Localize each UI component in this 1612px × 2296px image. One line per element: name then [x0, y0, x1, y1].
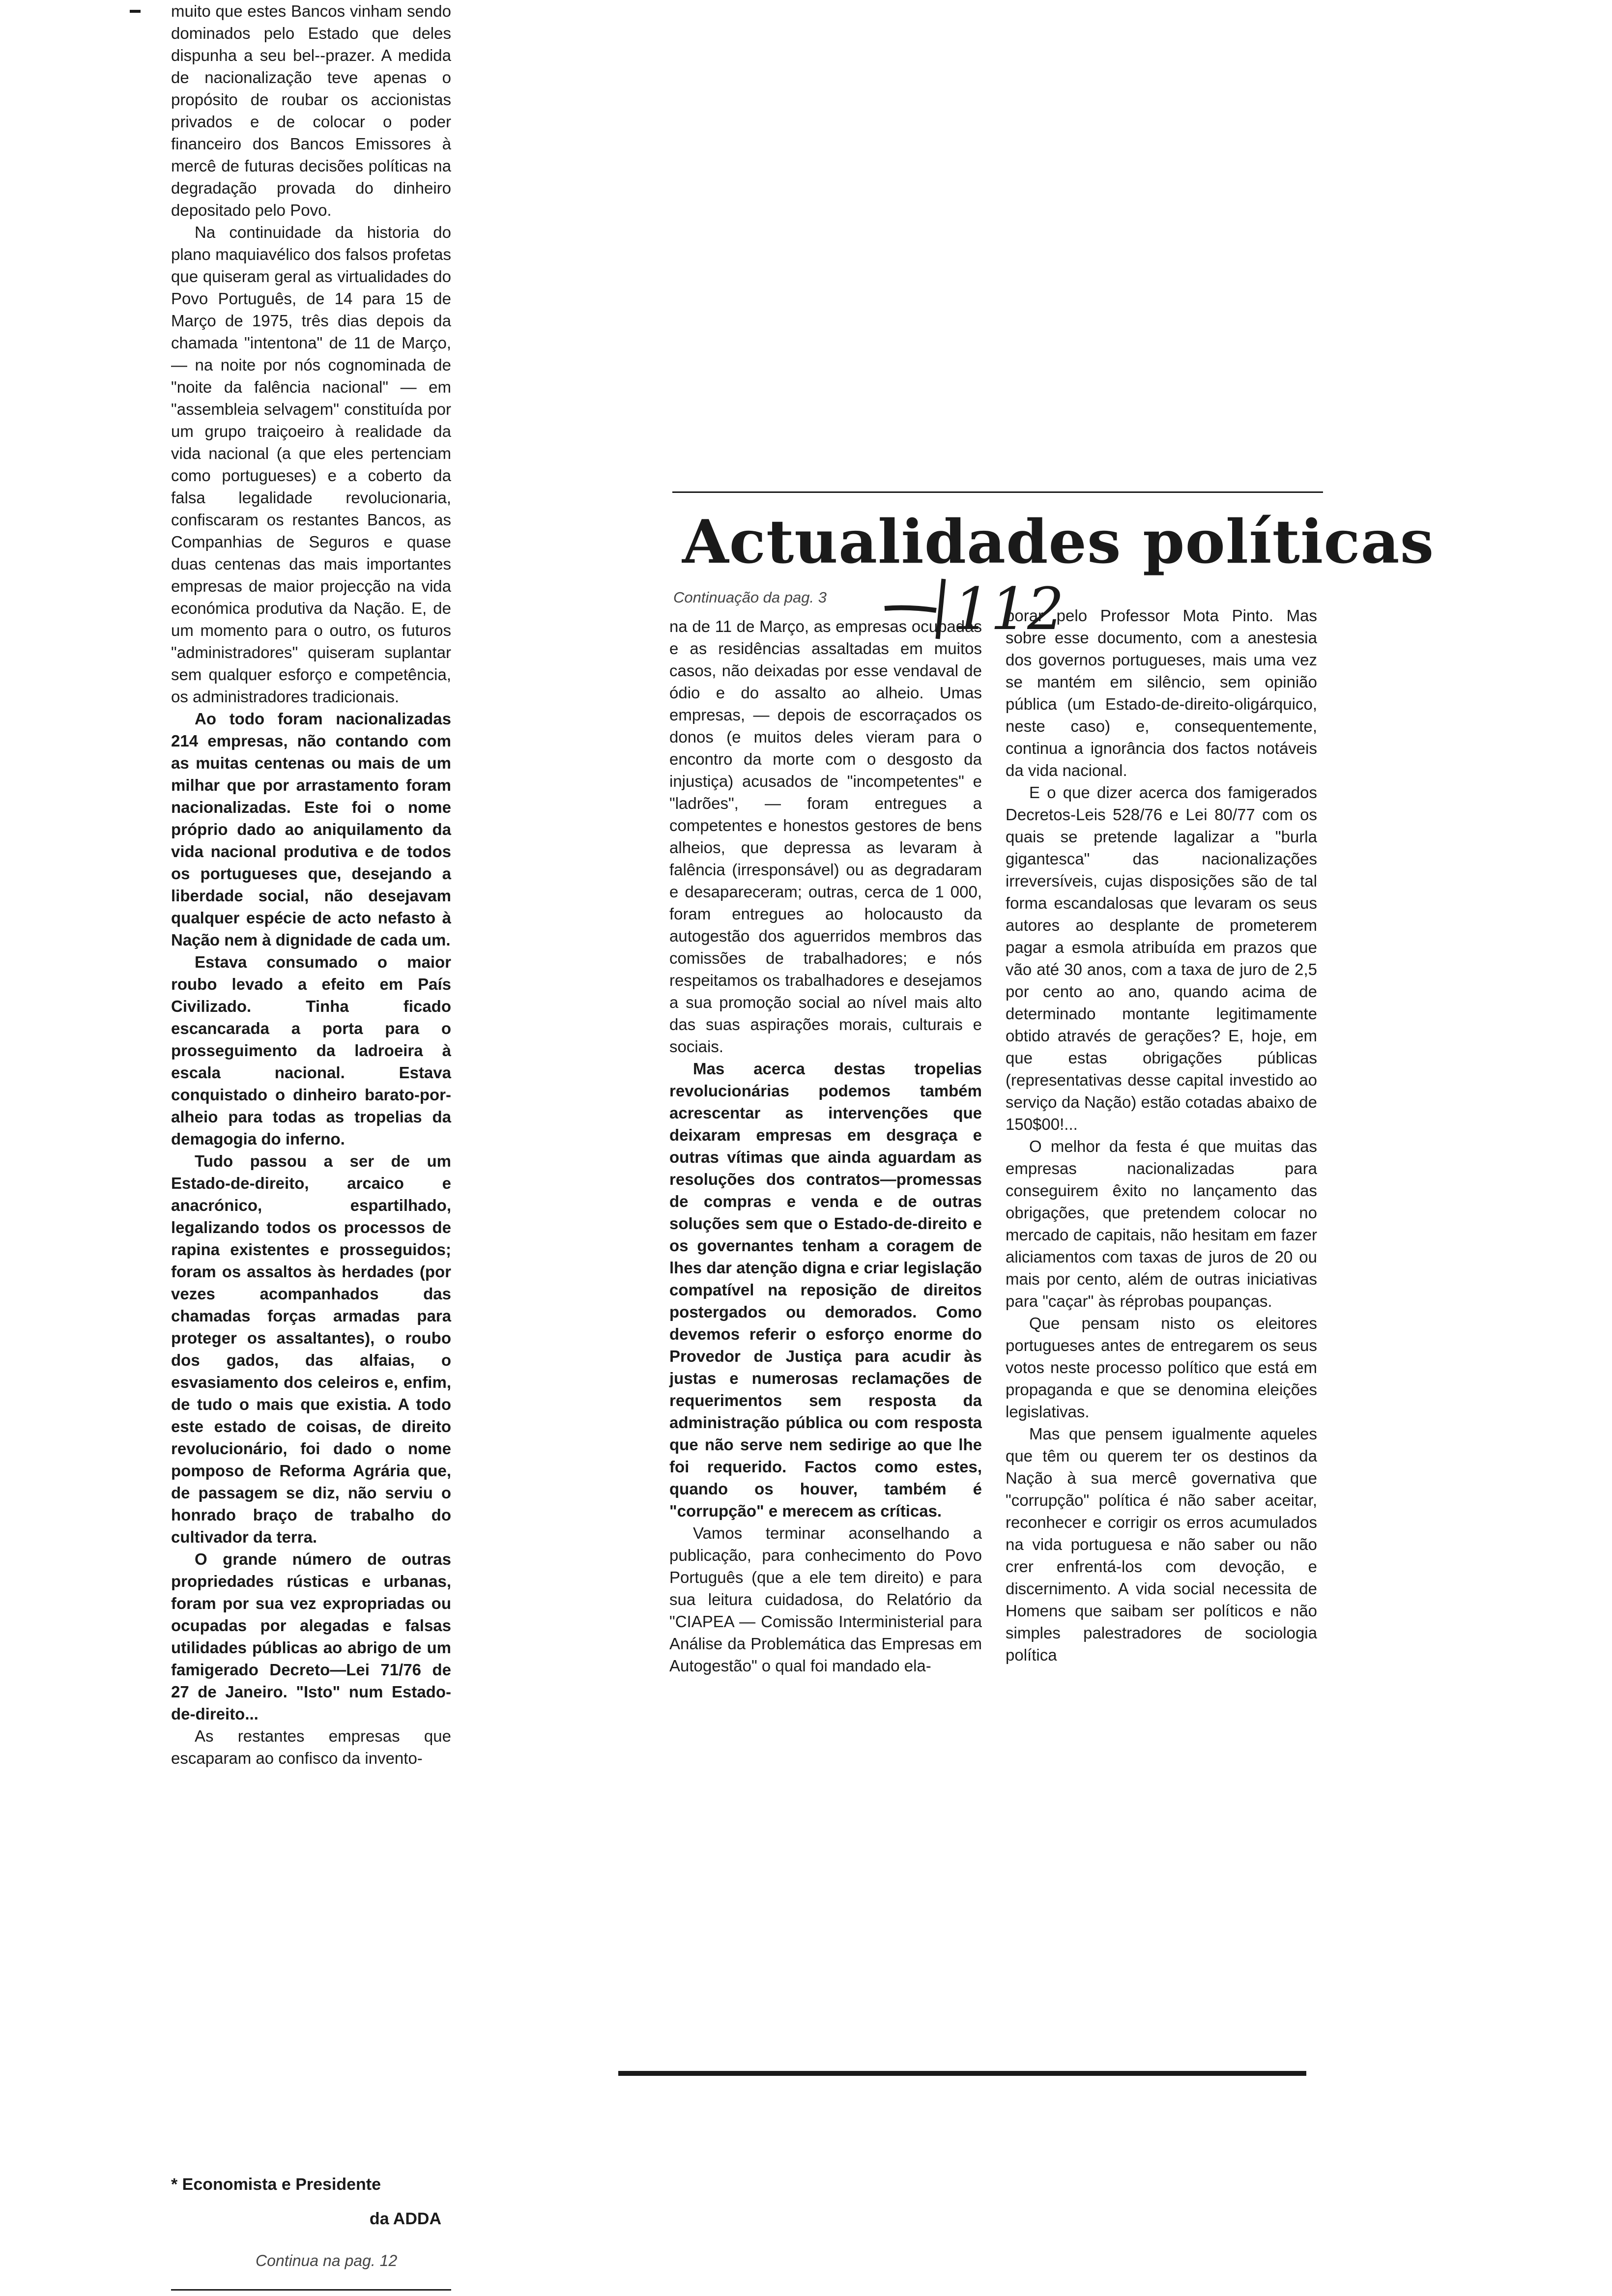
right-article-column	[1006, 604, 1317, 1666]
left-article-column	[171, 0, 451, 1769]
continues-note: Continua na pag. 12	[256, 2252, 398, 2269]
right-paragraph-1: borar pelo Professor Mota Pinto. Mas sobre esse documento, com a anestesia dos governos portugueses, mais uma vez se mantém em silêncio, sem opinião pública (um Estado-de-direito-oligárquico, neste caso) e, consequentemente, continua a ignorância dos factos notáveis da vida nacional.	[1006, 606, 1317, 779]
left-paragraph-6: O grande número de outras propriedades rústicas e urbanas, foram por sua vez expropriadas ou ocupadas por alegadas e falsas utilidades públicas ao abrigo de um famigerado Decreto—Lei 71/76 de 27 de Janeiro. "Isto" num Estado-de-direito...	[171, 1550, 451, 1723]
middle-paragraph-1: na de 11 de Março, as empresas ocupadas e as residências assaltadas em muitos casos, não deixadas por esse vendaval de ódio e do assalto ao alheio. Umas empresas, — depois de escorraçados os donos (e muitos deles vieram para o encontro da morte com o desgosto da injustiça) acusados de "incompetentes" e "ladrões", — foram entregues a competentes e honestos gestores de bens alheios, que depressa as levaram à falência (irresponsável) ou as degradaram e desapareceram; outras, cerca de 1 000, foram entregues ao holocausto da autogestão dos aguerridos membros das comissões de trabalhadores; e nós respeitamos os trabalhadores e desejamos a sua promoção social ao nível mais alto das suas aspirações morais, culturais e sociais.	[669, 617, 982, 1056]
right-paragraph-2: E o que dizer acerca dos famigerados Decretos-Leis 528/76 e Lei 80/77 com os quais se pretende lagalizar a "burla gigantesca" das nacionalizações irreversíveis, cujas disposições são de tal forma escandalosas que levaram os seus autores ao desplante de prometerem pagar a esmola atribuída em prazos que vão até 30 anos, com a taxa de juro de 2,5 por cento ao ano, quando acima de determinado montante legitimamente obtido através de gerações? E, hoje, em que estas obrigações públicas (representativas desse capital investido ao serviço da Nação) estão cotadas abaixo de 150$00!...	[1006, 783, 1317, 1133]
handwritten-number: 112	[953, 575, 1065, 643]
article-headline: Actualidades políticas	[682, 506, 1435, 577]
right-paragraph-5: Mas que pensem igualmente aqueles que têm ou querem ter os destinos da Nação à sua mercê governativa que "corrupção" política é não saber aceitar, reconhecer e corrigir os erros acumulados na vida portuguesa e não saber ou não crer enfrentá-los com devoção, e discernimento. A vida social necessita de Homens que saibam ser políticos e não simples palestradores de sociologia política	[1006, 1425, 1317, 1664]
left-paragraph-3: Ao todo foram nacionalizadas 214 empresas, não contando com as muitas centenas ou mais de um milhar que por arrastamento foram nacionalizadas. Este foi o nome próprio dado ao aniquilamento da vida nacional produtiva e de todos os portugueses que, desejando a liberdade social, não desejavam qualquer espécie de acto nefasto à Nação nem à dignidade de cada um.	[171, 710, 451, 949]
right-paragraph-3: O melhor da festa é que muitas das empresas nacionalizadas para conseguirem êxito no lançamento das obrigações, que pretendem colocar no mercado de capitais, não hesitam em fazer aliciamentos com taxas de juros de 20 ou mais por cento, além de outras iniciativas para "caçar" às réprobas poupanças.	[1006, 1137, 1317, 1310]
margin-mark	[130, 10, 141, 13]
left-paragraph-5: Tudo passou a ser de um Estado-de-direito, arcaico e anacrónico, espartilhado, legalizando todos os processos de rapina existentes e prosseguidos; foram os assaltos às herdades (por vezes acompanhados das chamadas forças armadas para proteger os assaltantes), o roubo dos gados, das alfaias, o esvasiamento dos celeiros e, enfim, de tudo o mais que existia. A todo este estado de coisas, de direito revolucionário, foi dado o nome pomposo de Reforma Agrária que, de passagem se diz, não serviu o honrado braço de trabalho do cultivador da terra.	[171, 1152, 451, 1546]
hand-stroke-dash	[885, 608, 936, 610]
header-rule	[672, 491, 1323, 493]
middle-paragraph-3: Vamos terminar aconselhando a publicação, para conhecimento do Povo Português (que a ele tem direito) e para sua leitura cuidadosa, do Relatório da "CIAPEA — Comissão Interministerial para Análise da Problemática das Empresas em Autogestão" o qual foi mandado ela-	[669, 1524, 982, 1675]
left-paragraph-2: Na continuidade da historia do plano maquiavélico dos falsos profetas que quiseram geral as virtualidades do Povo Português, de 14 para 15 de Março de 1975, três dias depois da chamada "intentona" de 11 de Março, — na noite por nós cognominada de "noite da falência nacional" — em "assembleia selvagem" constituída por um grupo traiçoeiro à realidade da vida nacional (a que eles pertenciam como portugueses) e a coberto da falsa legalidade revolucionaria, confiscaram os restantes Bancos, as Companhias de Seguros e quase duas centenas das mais importantes empresas de maior projecção na vida económica produtiva da Nação. E, de um momento para o outro, os futuros "administradores" quiseram suplantar sem qualquer esforço e competência, os administradores tradicionais.	[171, 223, 451, 706]
left-paragraph-7: As restantes empresas que escaparam ao confisco da invento-	[171, 1727, 451, 1767]
middle-paragraph-2: Mas acerca destas tropelias revolucionárias podemos também acrescentar as intervenções que deixaram empresas em desgraça e outras vítimas que ainda aguardam as resoluções dos contratos—promessas de compras e venda e de outras soluções sem que o Estado-de-direito e os governantes tenham a coragem de lhes dar atenção digna e criar legislação compatível na reposição de direitos postergados ou demorados. Como devemos referir o esforço enorme do Provedor de Justiça para acudir às justas e numerosas reclamações de requerimentos sem resposta da administração pública ou com resposta que não serve nem sedirige ao que lhe foi requerido. Factos como estes, quando os houver, também é "corrupção" e merecem as críticas.	[669, 1060, 982, 1520]
author-title: * Economista e Presidente	[171, 2175, 381, 2194]
author-note	[171, 2167, 451, 2236]
left-paragraph-4: Estava consumado o maior roubo levado a efeito em País Civilizado. Tinha ficado escancarada a porta para o prosseguimento da ladroeira à escala nacional. Estava conquistado o dinheiro barato-por-alheio para todas as tropelias da demagogia do inferno.	[171, 953, 451, 1148]
footer-rule	[171, 2289, 451, 2291]
continuation-note: Continuação da pag. 3	[673, 589, 827, 606]
author-organization: da ADDA	[369, 2210, 441, 2228]
left-paragraph-1: muito que estes Bancos vinham sendo dominados pelo Estado que deles dispunha a seu bel--prazer. A medida de nacionalização teve apenas o propósito de roubar os accionistas privados e de colocar o poder financeiro dos Bancos Emissores à mercê de futuras decisões políticas na degradação provada do dinheiro depositado pelo Povo.	[171, 2, 451, 219]
right-paragraph-4: Que pensam nisto os eleitores portugueses antes de entregarem os seus votos neste processo político que está em propaganda e que se denomina eleições legislativas.	[1006, 1314, 1317, 1421]
footer-bold-rule	[618, 2071, 1306, 2076]
middle-article-column	[669, 615, 982, 1677]
